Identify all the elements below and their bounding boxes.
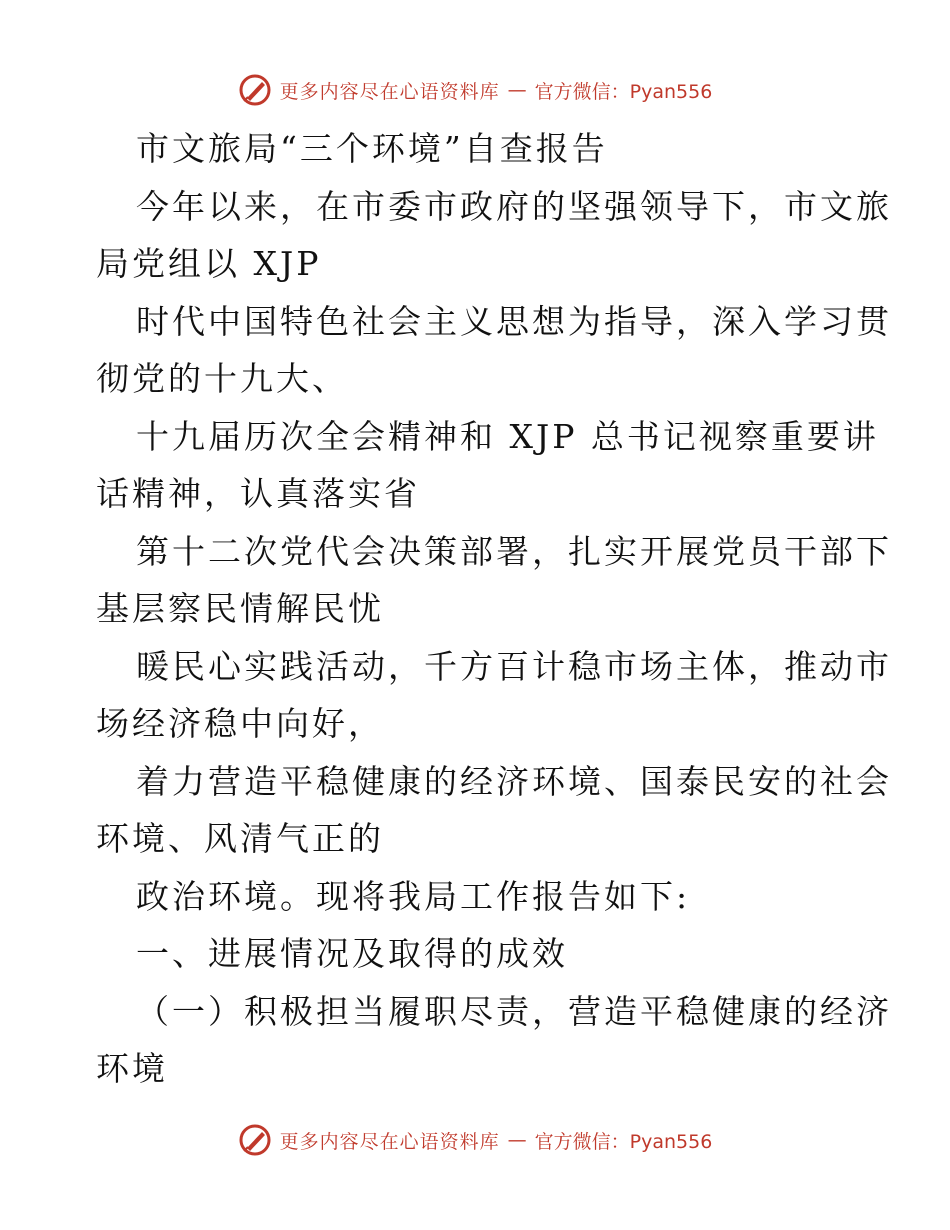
watermark-text: 更多内容尽在心语资料库 <box>279 80 500 103</box>
watermark-contact: 官方微信：Pyan556 <box>534 80 713 103</box>
doc-line: 时代中国特色社会主义思想为指导，深入学习贯 <box>136 301 892 341</box>
subsection-heading: （一）积极担当履职尽责，营造平稳健康的经济 <box>136 991 892 1031</box>
doc-line: 十九届历次全会精神和 XJP 总书记视察重要讲 <box>136 416 879 456</box>
doc-line: 环境 <box>96 1049 168 1088</box>
doc-line: 第十二次党代会决策部署，扎实开展党员干部下 <box>136 531 892 571</box>
doc-line: 着力营造平稳健康的经济环境、国泰民安的社会 <box>136 761 892 801</box>
doc-line: 政治环境。现将我局工作报告如下: <box>136 876 691 916</box>
section-heading: 一、进展情况及取得的成效 <box>136 934 568 973</box>
watermark-contact: 官方微信：Pyan556 <box>534 1130 713 1153</box>
doc-line: 彻党的十九大、 <box>96 359 348 398</box>
watermark-text: 更多内容尽在心语资料库 <box>279 1130 500 1153</box>
doc-line: 基层察民情解民忧 <box>96 589 384 628</box>
doc-line: 环境、风清气正的 <box>96 819 384 858</box>
watermark-separator: — <box>507 79 527 101</box>
document-body <box>96 120 892 1098</box>
doc-line: 暖民心实践活动，千方百计稳市场主体，推动市 <box>136 646 892 686</box>
doc-line: 局党组以 XJP <box>96 244 322 283</box>
watermark-separator: — <box>507 1129 527 1151</box>
quill-seal-logo-icon <box>238 73 272 107</box>
doc-line: 今年以来，在市委市政府的坚强领导下，市文旅 <box>136 186 892 226</box>
quill-seal-logo-icon <box>238 1123 272 1157</box>
header-watermark <box>0 72 950 108</box>
doc-line: 场经济稳中向好， <box>96 704 384 743</box>
doc-line: 话精神，认真落实省 <box>96 474 420 513</box>
footer-watermark <box>0 1122 950 1158</box>
doc-title: 市文旅局“三个环境”自查报告 <box>136 129 608 168</box>
